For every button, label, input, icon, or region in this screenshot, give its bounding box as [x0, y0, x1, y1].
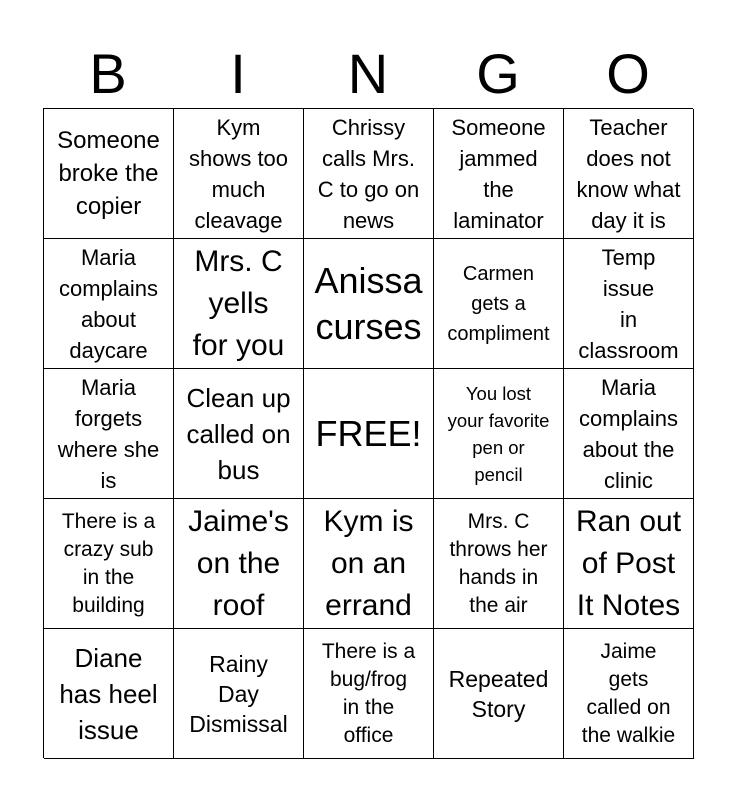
bingo-cell[interactable]	[44, 499, 174, 629]
bingo-cell[interactable]	[434, 629, 564, 759]
bingo-cell[interactable]	[304, 629, 434, 759]
bingo-cell[interactable]	[304, 499, 434, 629]
bingo-cell[interactable]	[44, 239, 174, 369]
cell-text: Teacher does not know what day it is	[576, 114, 681, 233]
bingo-card	[43, 108, 693, 758]
header-letter-i: I	[230, 42, 246, 105]
bingo-cell[interactable]	[174, 629, 304, 759]
bingo-cell[interactable]	[434, 109, 564, 239]
header-letter-n: N	[347, 42, 389, 105]
bingo-cell[interactable]	[434, 239, 564, 369]
cell-text: Kym is on an errand	[323, 504, 414, 622]
bingo-cell[interactable]	[44, 369, 174, 499]
cell-text: Clean up called on bus	[186, 382, 291, 485]
bingo-cell[interactable]	[174, 109, 304, 239]
cell-text: Chrissy calls Mrs. C to go on news	[317, 114, 420, 233]
bingo-cell[interactable]	[44, 629, 174, 759]
cell-text: Diane has heel issue	[59, 642, 158, 745]
bingo-cell[interactable]	[564, 499, 694, 629]
cell-text: Kym shows too much cleavage	[188, 114, 289, 233]
cell-text: There is a crazy sub in the building	[61, 509, 156, 617]
bingo-cell[interactable]	[434, 369, 564, 499]
free-space[interactable]	[304, 369, 434, 499]
bingo-cell[interactable]	[174, 239, 304, 369]
cell-text: Anissa curses	[314, 259, 423, 347]
cell-text: Temp issue in classroom	[578, 244, 679, 363]
bingo-cell[interactable]	[44, 109, 174, 239]
cell-text: Ran out of Post It Notes	[575, 504, 682, 622]
cell-text: Someone broke the copier	[57, 127, 160, 220]
bingo-cell[interactable]	[564, 109, 694, 239]
cell-text: There is a bug/frog in the office	[321, 639, 416, 747]
bingo-cell[interactable]	[434, 499, 564, 629]
cell-text: Maria complains about the clinic	[578, 374, 679, 493]
cell-text: Jaime's on the roof	[188, 504, 289, 622]
cell-text: Mrs. C yells for you	[192, 244, 285, 362]
bingo-cell[interactable]	[304, 239, 434, 369]
bingo-cell[interactable]	[564, 629, 694, 759]
bingo-cell[interactable]	[304, 109, 434, 239]
cell-text: Jaime gets called on the walkie	[581, 639, 676, 747]
bingo-cell[interactable]	[174, 369, 304, 499]
bingo-cell[interactable]	[564, 239, 694, 369]
cell-text: You lost your favorite pen or pencil	[447, 382, 550, 485]
cell-text: FREE!	[315, 412, 422, 454]
cell-text: Maria forgets where she is	[57, 374, 160, 493]
bingo-cell[interactable]	[174, 499, 304, 629]
bingo-header	[43, 40, 693, 108]
cell-text: Carmen gets a compliment	[447, 262, 550, 345]
cell-text: Someone jammed the laminator	[451, 114, 546, 233]
cell-text: Rainy Day Dismissal	[189, 650, 288, 737]
header-letter-b: B	[89, 42, 127, 105]
cell-text: Mrs. C throws her hands in the air	[449, 509, 548, 617]
cell-text: Maria complains about daycare	[58, 244, 159, 363]
header-letter-g: G	[476, 42, 520, 105]
bingo-cell[interactable]	[564, 369, 694, 499]
cell-text: Repeated Story	[448, 665, 549, 722]
header-letter-o: O	[606, 42, 650, 105]
